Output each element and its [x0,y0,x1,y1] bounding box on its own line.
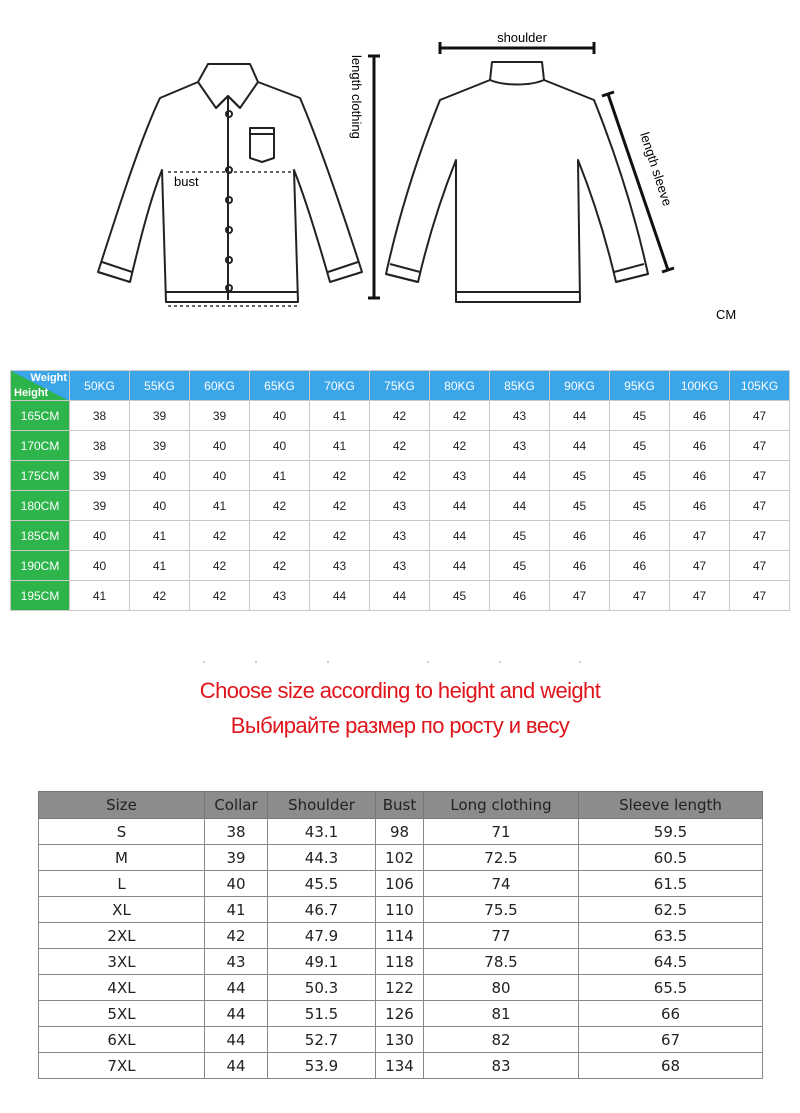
size-cell: 42 [130,581,190,611]
decorative-dots [200,660,600,664]
size-cell: 40 [70,551,130,581]
size-cell: 44 [550,431,610,461]
size-cell: 44 [490,461,550,491]
bust-cell: 114 [376,923,424,949]
long-clothing-cell: 78.5 [424,949,579,975]
size-cell: 47 [730,401,790,431]
collar-cell: 43 [205,949,268,975]
size-cell: 40 [130,491,190,521]
long-clothing-cell: 77 [424,923,579,949]
height-label: 170CM [11,431,70,461]
table-row [39,1027,763,1053]
size-cell: 41 [250,461,310,491]
height-label: 175CM [11,461,70,491]
long-clothing-cell: 75.5 [424,897,579,923]
size-cell: 45 [610,491,670,521]
table-row [39,871,763,897]
sleeve-length-cell: 63.5 [579,923,763,949]
size-cell: 38 [70,401,130,431]
header-sleeve-length: Sleeve length [579,792,763,819]
long-clothing-cell: 71 [424,819,579,845]
shoulder-cell: 45.5 [268,871,376,897]
size-cell: 47 [670,581,730,611]
size-cell: 46 [670,491,730,521]
size-cell: 39 [70,491,130,521]
shirt-front-drawing [98,64,362,302]
size-cell: 41 [310,401,370,431]
sleeve-length-cell: 67 [579,1027,763,1053]
header-bust: Bust [376,792,424,819]
size-cell: 6XL [39,1027,205,1053]
size-cell: 43 [490,431,550,461]
size-cell: 42 [370,461,430,491]
size-cell: 47 [610,581,670,611]
weight-header: 70KG [310,371,370,401]
collar-cell: 42 [205,923,268,949]
long-clothing-cell: 74 [424,871,579,897]
size-cell: 46 [550,521,610,551]
label-length-sleeve: length sleeve [637,130,676,208]
shoulder-cell: 44.3 [268,845,376,871]
size-cell: 45 [490,551,550,581]
size-cell: 41 [190,491,250,521]
size-cell: 43 [250,581,310,611]
height-label: 180CM [11,491,70,521]
size-cell: 39 [70,461,130,491]
size-cell: 2XL [39,923,205,949]
size-cell: 40 [250,401,310,431]
size-cell: L [39,871,205,897]
table-row [11,521,790,551]
table-row [11,551,790,581]
size-cell: 43 [370,491,430,521]
collar-cell: 39 [205,845,268,871]
size-cell: 47 [670,551,730,581]
shoulder-cell: 52.7 [268,1027,376,1053]
label-length-clothing: length clothing [349,55,364,139]
shoulder-cell: 50.3 [268,975,376,1001]
size-cell: 44 [310,581,370,611]
size-cell: 47 [550,581,610,611]
table-row [39,845,763,871]
bust-cell: 106 [376,871,424,897]
size-cell: 39 [130,431,190,461]
size-measurement-table [38,791,763,1079]
size-cell: 47 [730,551,790,581]
table-row [11,401,790,431]
size-cell: 42 [190,521,250,551]
size-cell: 41 [70,581,130,611]
weight-header: 65KG [250,371,310,401]
size-cell: 42 [190,551,250,581]
collar-cell: 44 [205,1053,268,1079]
table-corner [11,371,70,401]
shoulder-cell: 53.9 [268,1053,376,1079]
bust-cell: 134 [376,1053,424,1079]
label-unit-cm: CM [716,307,737,322]
table-row [39,1001,763,1027]
sleeve-length-cell: 68 [579,1053,763,1079]
table-row [39,923,763,949]
size-cell: 40 [70,521,130,551]
size-cell: 44 [430,521,490,551]
size-cell: 43 [370,551,430,581]
shirt-measurement-diagram [0,0,800,340]
collar-cell: 44 [205,1001,268,1027]
header-size: Size [39,792,205,819]
size-cell: 46 [670,401,730,431]
height-label: 185CM [11,521,70,551]
size-cell: 40 [190,431,250,461]
size-cell: 42 [310,461,370,491]
shoulder-cell: 49.1 [268,949,376,975]
size-cell: 47 [670,521,730,551]
size-cell: 42 [310,521,370,551]
size-cell: 40 [190,461,250,491]
size-cell: S [39,819,205,845]
weight-header-row [11,371,790,401]
size-cell: 46 [550,551,610,581]
size-cell: 47 [730,431,790,461]
bust-cell: 122 [376,975,424,1001]
size-cell: 45 [550,491,610,521]
table-row [39,949,763,975]
height-weight-body [11,401,790,611]
size-cell: 45 [610,431,670,461]
instruction-russian: Выбирайте размер по росту и весу [230,713,570,738]
collar-cell: 44 [205,1027,268,1053]
weight-header: 85KG [490,371,550,401]
long-clothing-cell: 81 [424,1001,579,1027]
collar-cell: 44 [205,975,268,1001]
weight-header: 80KG [430,371,490,401]
size-cell: 43 [370,521,430,551]
bust-cell: 118 [376,949,424,975]
instruction-english: Choose size according to height and weight [199,678,601,703]
size-cell: 42 [310,491,370,521]
header-collar: Collar [205,792,268,819]
size-cell: 7XL [39,1053,205,1079]
size-table-header-row [39,792,763,819]
shoulder-cell: 51.5 [268,1001,376,1027]
size-cell: M [39,845,205,871]
size-cell: 41 [130,551,190,581]
collar-cell: 40 [205,871,268,897]
label-shoulder: shoulder [497,30,547,45]
weight-header: 75KG [370,371,430,401]
height-label: 165CM [11,401,70,431]
size-cell: 40 [250,431,310,461]
bust-cell: 126 [376,1001,424,1027]
header-shoulder: Shoulder [268,792,376,819]
table-row [39,1053,763,1079]
weight-header: 60KG [190,371,250,401]
table-row [11,581,790,611]
size-cell: 4XL [39,975,205,1001]
size-cell: 44 [430,551,490,581]
bust-cell: 98 [376,819,424,845]
shoulder-cell: 47.9 [268,923,376,949]
height-label: 190CM [11,551,70,581]
long-clothing-cell: 82 [424,1027,579,1053]
size-cell: 46 [490,581,550,611]
size-cell: 42 [430,401,490,431]
bust-cell: 130 [376,1027,424,1053]
size-cell: 42 [370,431,430,461]
sleeve-length-cell: 59.5 [579,819,763,845]
size-cell: 46 [610,551,670,581]
weight-header: 90KG [550,371,610,401]
size-cell: 42 [430,431,490,461]
long-clothing-cell: 83 [424,1053,579,1079]
size-cell: 3XL [39,949,205,975]
size-cell: 43 [490,401,550,431]
bust-cell: 110 [376,897,424,923]
size-cell: 47 [730,491,790,521]
sleeve-length-cell: 64.5 [579,949,763,975]
size-cell: 44 [550,401,610,431]
table-row [11,491,790,521]
weight-header: 95KG [610,371,670,401]
size-cell: 44 [370,581,430,611]
collar-cell: 38 [205,819,268,845]
size-cell: XL [39,897,205,923]
size-cell: 47 [730,521,790,551]
size-cell: 45 [490,521,550,551]
size-cell: 42 [190,581,250,611]
long-clothing-cell: 72.5 [424,845,579,871]
size-cell: 47 [730,461,790,491]
size-cell: 45 [610,461,670,491]
size-cell: 44 [430,491,490,521]
weight-header: 55KG [130,371,190,401]
height-label: 195CM [11,581,70,611]
weight-header: 105KG [730,371,790,401]
table-row [11,461,790,491]
sleeve-length-cell: 61.5 [579,871,763,897]
size-cell: 38 [70,431,130,461]
weight-header: 50KG [70,371,130,401]
size-cell: 47 [730,581,790,611]
shoulder-cell: 43.1 [268,819,376,845]
height-weight-size-table [10,370,790,611]
size-cell: 42 [250,551,310,581]
size-cell: 43 [430,461,490,491]
table-row [39,897,763,923]
sleeve-length-cell: 65.5 [579,975,763,1001]
header-long-clothing: Long clothing [424,792,579,819]
collar-cell: 41 [205,897,268,923]
weight-header: 100KG [670,371,730,401]
shoulder-cell: 46.7 [268,897,376,923]
bust-cell: 102 [376,845,424,871]
size-cell: 46 [670,431,730,461]
size-cell: 40 [130,461,190,491]
sleeve-length-cell: 66 [579,1001,763,1027]
label-bust: bust [174,174,199,189]
sleeve-length-cell: 62.5 [579,897,763,923]
long-clothing-cell: 80 [424,975,579,1001]
corner-height-label: Height [14,387,49,399]
table-row [39,975,763,1001]
size-cell: 44 [490,491,550,521]
size-cell: 41 [310,431,370,461]
size-cell: 5XL [39,1001,205,1027]
table-row [11,431,790,461]
size-cell: 45 [610,401,670,431]
size-cell: 42 [250,491,310,521]
table-row [39,819,763,845]
sleeve-length-cell: 60.5 [579,845,763,871]
size-cell: 45 [430,581,490,611]
size-cell: 46 [670,461,730,491]
size-cell: 41 [130,521,190,551]
size-cell: 45 [550,461,610,491]
size-cell: 42 [250,521,310,551]
corner-weight-label: Weight [30,372,67,384]
size-cell: 43 [310,551,370,581]
size-cell: 39 [190,401,250,431]
size-cell: 46 [610,521,670,551]
size-table-body [39,819,763,1079]
size-cell: 42 [370,401,430,431]
size-cell: 39 [130,401,190,431]
